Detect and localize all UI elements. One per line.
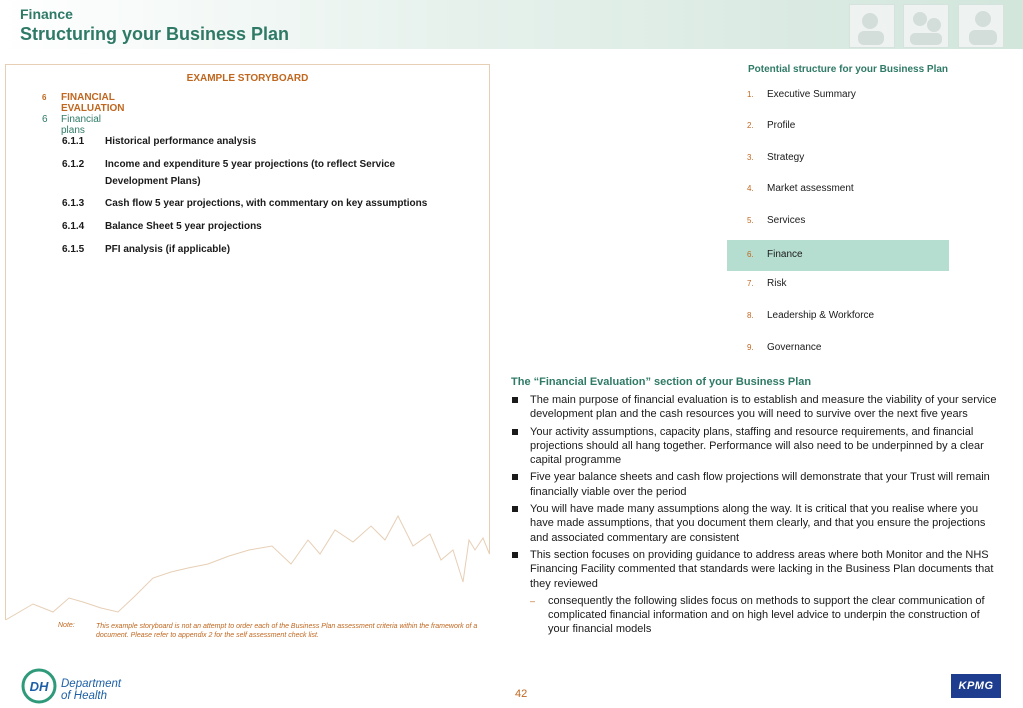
kpmg-logo-text: KPMG [958,680,994,692]
structure-item-number: 9. [747,343,754,352]
structure-item [727,206,949,237]
bullet-text: This section focuses on providing guidance to address areas where both Monitor and the NHS Financing Facility commented that standards were lacking in the Business Plan documents that they reviewed [530,548,994,590]
note-text: This example storyboard is not an attempt to order each of the Business Plan assessment criteria within the framework of a document. Please refer to appendix 2 for the self assessment check list. [96,623,478,639]
structure-item-number: 4. [747,184,754,193]
bullet-item [511,393,1001,422]
bullet-text: The main purpose of financial evaluation is to establish and measure the viability of your service development plan and the cash resources you will need to survive over the next five years [530,394,997,421]
bullet-square-icon [512,429,518,435]
page-title: Structuring your Business Plan [20,24,290,44]
structure-item-number: 5. [747,216,754,225]
item-text: Balance Sheet 5 year projections [105,221,262,232]
structure-item-number: 1. [747,90,754,99]
dh-wordmark [61,678,121,702]
bullet-item [511,502,1001,545]
financial-evaluation-title: The “Financial Evaluation” section of your Business Plan [511,376,812,388]
subsection-title: Financial plans [61,114,102,136]
structure-item-label: Profile [767,120,796,131]
item-number: 6.1.2 [62,159,85,170]
structure-item [727,80,949,111]
section-number: 6 [42,93,47,102]
item-text: Income and expenditure 5 year projections (to reflect Service Development Plans) [105,159,396,187]
structure-item-label: Market assessment [767,183,854,194]
structure-item [727,333,949,364]
structure-item-label: Strategy [767,152,805,163]
structure-item [727,111,949,142]
header-photo-3 [958,4,1004,48]
dash-icon: – [530,595,536,606]
bullet-square-icon [512,397,518,403]
structure-item [727,301,949,332]
item-number: 6.1.4 [62,221,85,232]
dh-mark: DH [29,679,49,694]
structure-item-number: 3. [747,153,754,162]
structure-item-active [727,240,949,271]
structure-item [727,143,949,174]
structure-item-label: Services [767,215,806,226]
bullet-item [511,470,1001,499]
sub-bullet-text: consequently the following slides focus on methods to support the clear communication of complicated financial information and on high level advice to underpin the construction of your financial models [548,594,985,636]
structure-item-label: Finance [767,249,803,260]
bullet-item [511,425,1001,468]
bullet-square-icon [512,474,518,480]
bullet-text: You will have made many assumptions along the way. It is critical that you realise where you have made assumptions, that you document them clearly, and that you ensure the projections and associated commentary are consistent [530,503,986,544]
storyboard-heading: EXAMPLE STORYBOARD [186,73,309,84]
bullet-square-icon [512,552,518,558]
header-section: Finance [20,6,73,22]
item-number: 6.1.1 [62,136,85,147]
financial-evaluation-bullets [511,393,1001,637]
section-title: FINANCIAL EVALUATION [61,92,125,114]
item-number: 6.1.3 [62,198,85,209]
structure-title: Potential structure for your Business Plan [748,64,949,75]
bullet-text: Five year balance sheets and cash flow projections will demonstrate that your Trust will remain financially viable over the period [530,471,990,498]
structure-item-number: 8. [747,311,754,320]
item-text: PFI analysis (if applicable) [105,244,231,255]
structure-item-number: 2. [747,121,754,130]
structure-item-label: Risk [767,278,787,289]
item-text: Cash flow 5 year projections, with commentary on key assumptions [105,198,428,209]
structure-item-label: Leadership & Workforce [767,310,875,321]
structure-item [727,174,949,205]
structure-item-number: 7. [747,279,754,288]
note-label: Note: [58,622,75,629]
header-photo-2 [903,4,949,48]
storyboard-panel [5,64,490,620]
structure-item-number: 6. [747,250,754,259]
sub-bullet-item [511,594,1001,637]
structure-item-label: Governance [767,342,822,353]
item-number: 6.1.5 [62,244,85,255]
structure-item [727,269,949,300]
structure-item-label: Executive Summary [767,89,856,100]
dh-line-1: Department [61,678,122,690]
bullet-item [511,548,1001,591]
page-number: 42 [515,688,528,700]
bullet-text: Your activity assumptions, capacity plans, staffing and resource requirements, and financial projections should all hang together. Performance will also need to be underpinned by a clear capital programme [530,425,984,467]
dh-line-2: of Health [61,690,108,702]
bullet-square-icon [512,506,518,512]
subsection-number: 6 [42,114,48,125]
item-text: Historical performance analysis [105,136,257,147]
header-photo-1 [849,4,895,48]
